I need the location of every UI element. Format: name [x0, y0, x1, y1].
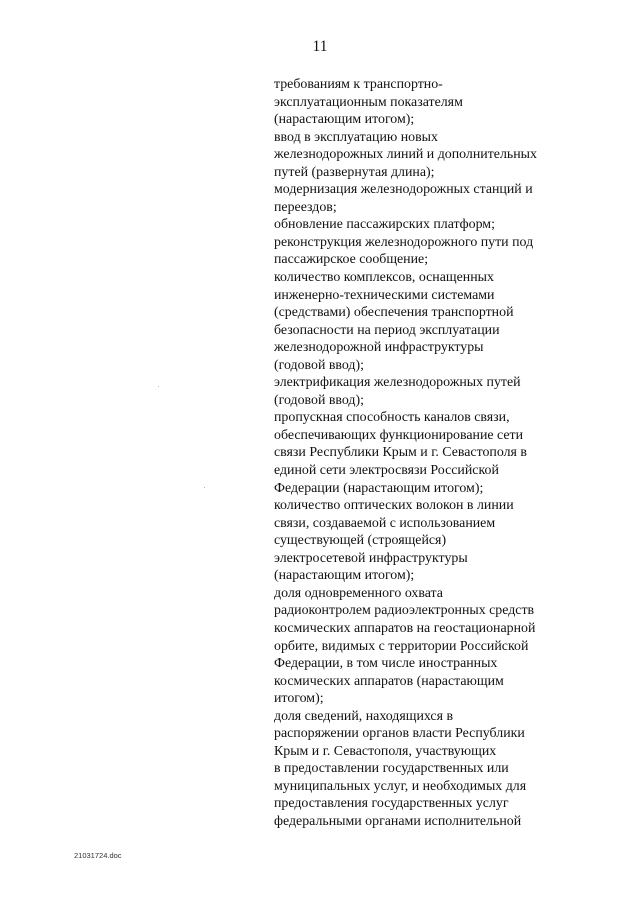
text-line: муниципальных услуг, и необходимых для — [274, 778, 527, 794]
text-line: модернизация железнодорожных станций и — [274, 182, 533, 198]
text-line: эксплуатационным показателям — [274, 94, 463, 110]
scan-speck — [158, 386, 159, 387]
text-line: орбите, видимых с территории Российской — [274, 638, 529, 654]
text-line: (годовой ввод); — [274, 392, 364, 408]
text-line: распоряжении органов власти Республики — [274, 726, 525, 742]
text-line: космических аппаратов на геостационарной — [274, 620, 536, 636]
text-line: инженерно-техническими системами — [274, 287, 495, 303]
text-line: железнодорожных линий и дополнительных — [274, 147, 537, 163]
text-line: реконструкция железнодорожного пути под — [274, 234, 534, 250]
text-line: в предоставлении государственных или — [274, 761, 509, 777]
text-line: Федерации (нарастающим итогом); — [274, 480, 484, 496]
text-line: итогом); — [274, 691, 324, 707]
text-line: переездов; — [274, 199, 337, 215]
text-line: доля одновременного охвата — [274, 585, 443, 601]
scan-speck — [204, 487, 205, 488]
page-number: 11 — [312, 38, 328, 55]
document-body-text — [274, 76, 586, 831]
text-line: единой сети электросвязи Российской — [274, 463, 499, 479]
text-line: безопасности на период эксплуатации — [274, 322, 500, 338]
text-line: электросетевой инфраструктуры — [274, 550, 468, 566]
document-file-code: 21031724.doc — [74, 851, 122, 860]
text-line: Федерации, в том числе иностранных — [274, 656, 498, 672]
text-line: путей (развернутая длина); — [274, 164, 435, 180]
text-line: Крым и г. Севастополя, участвующих — [274, 743, 497, 759]
text-line: связи, создаваемой с использованием — [274, 515, 496, 531]
text-line: (годовой ввод); — [274, 357, 364, 373]
text-line: пассажирское сообщение; — [274, 252, 429, 268]
text-line: обеспечивающих функционирование сети — [274, 427, 524, 443]
text-line: пропускная способность каналов связи, — [274, 410, 510, 426]
text-line: (средствами) обеспечения транспортной — [274, 305, 514, 321]
text-line: предоставления государственных услуг — [274, 796, 509, 812]
text-line: обновление пассажирских платформ; — [274, 217, 495, 233]
text-line: космических аппаратов (нарастающим — [274, 673, 504, 689]
text-line: требованиям к транспортно- — [274, 77, 443, 92]
text-line: количество оптических волокон в линии — [274, 498, 514, 514]
text-line: железнодорожной инфраструктуры — [274, 340, 484, 356]
text-line: ввод в эксплуатацию новых — [274, 129, 438, 145]
text-line: количество комплексов, оснащенных — [274, 270, 494, 286]
text-line: (нарастающим итогом); — [274, 568, 415, 584]
text-line: доля сведений, находящихся в — [274, 708, 454, 724]
text-line: радиоконтролем радиоэлектронных средств — [274, 603, 535, 619]
text-line: электрификация железнодорожных путей — [274, 375, 521, 391]
text-line: федеральными органами исполнительной — [274, 813, 522, 829]
text-line: существующей (строящейся) — [274, 533, 447, 549]
text-line: связи Республики Крым и г. Севастополя в — [274, 445, 527, 461]
text-line: (нарастающим итогом); — [274, 112, 415, 128]
